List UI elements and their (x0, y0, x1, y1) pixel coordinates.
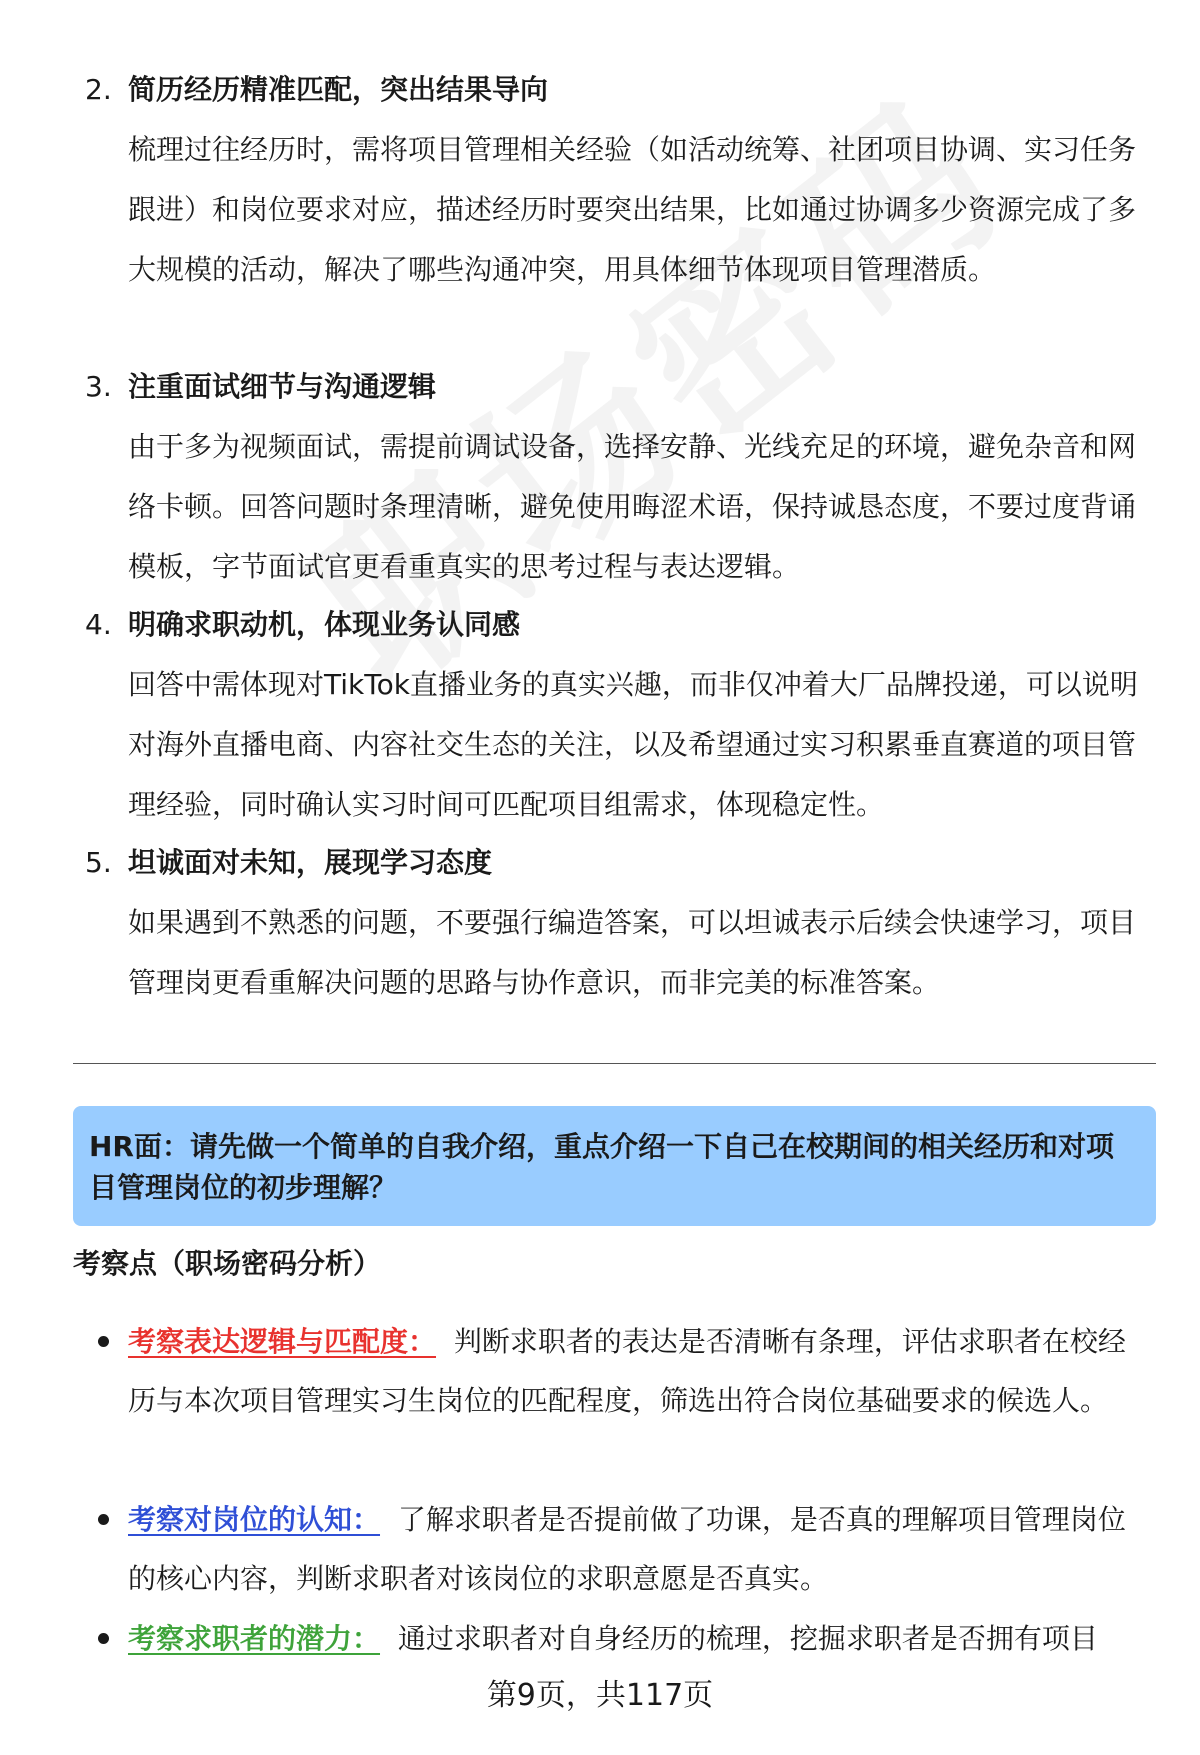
tip-body: 由于多为视频面试，需提前调试设备，选择安静、光线充足的环境，避免杂音和网络卡顿。回答问题时条理清晰，避免使用晦涩术语，保持诚恳态度，不要过度背诵模板，字节面试官更看重真实的思考过程与表达逻辑。 (128, 430, 1137, 583)
page-number: 第9页，共117页 (486, 1678, 714, 1713)
assessment-point-lead: 考察求职者的潜力： (128, 1622, 381, 1655)
tip-heading (85, 70, 548, 110)
tip-heading (85, 843, 492, 883)
tip-title: 坦诚面对未知，展现学习态度 (128, 846, 493, 879)
tip-body: 梳理过往经历时，需将项目管理相关经验（如活动统筹、社团项目协调、实习任务跟进）和岗位要求对应，描述经历时要突出结果，比如通过协调多少资源完成了多大规模的活动，解决了哪些沟通冲突，用具体细节体现项目管理潜质。 (128, 133, 1137, 286)
assessment-point (128, 1312, 1148, 1430)
tip-title: 明确求职动机，体现业务认同感 (128, 608, 521, 641)
assessment-point-text: 了解求职者是否提前做了功课，是否真的理解项目管理岗位的核心内容，判断求职者对该岗位的求职意愿是否真实。 (128, 1503, 1126, 1595)
interview-question-box (73, 1106, 1156, 1226)
tip-title: 注重面试细节与沟通逻辑 (128, 370, 437, 403)
tip-title: 简历经历精准匹配，突出结果导向 (128, 73, 549, 106)
tip-body: 回答中需体现对TikTok直播业务的真实兴趣，而非仅冲着大厂品牌投递，可以说明对海外直播电商、内容社交生态的关注，以及希望通过实习积累垂直赛道的项目管理经验，同时确认实习时间可匹配项目组需求，体现稳定性。 (128, 668, 1138, 821)
assessment-point-lead: 考察表达逻辑与匹配度： (128, 1325, 437, 1358)
assessment-point-text: 判断求职者的表达是否清晰有条理，评估求职者在校经历与本次项目管理实习生岗位的匹配程度，筛选出符合岗位基础要求的候选人。 (128, 1325, 1126, 1417)
tip-number: 5. (85, 846, 112, 879)
bullet-dot (98, 1336, 109, 1347)
tip-body: 如果遇到不熟悉的问题，不要强行编造答案，可以坦诚表示后续会快速学习，项目管理岗更看重解决问题的思路与协作意识，而非完美的标准答案。 (128, 906, 1137, 999)
assessment-point (128, 1490, 1148, 1608)
interview-question: HR面：请先做一个简单的自我介绍，重点介绍一下自己在校期间的相关经历和对项目管理岗位的初步理解？ (89, 1130, 1114, 1204)
assessment-point-text: 通过求职者对自身经历的梳理，挖掘求职者是否拥有项目 (397, 1622, 1098, 1655)
bullet-dot (98, 1514, 109, 1525)
section-label: 考察点（职场密码分析） (73, 1247, 382, 1280)
section-divider (73, 1063, 1156, 1064)
assessment-point-lead: 考察对岗位的认知： (128, 1503, 381, 1536)
tip-heading (85, 605, 520, 645)
tip-heading (85, 367, 436, 407)
tip-number: 3. (85, 370, 112, 403)
tip-number: 2. (85, 73, 112, 106)
assessment-point (128, 1609, 1148, 1668)
tip-number: 4. (85, 608, 112, 641)
bullet-dot (98, 1633, 109, 1644)
